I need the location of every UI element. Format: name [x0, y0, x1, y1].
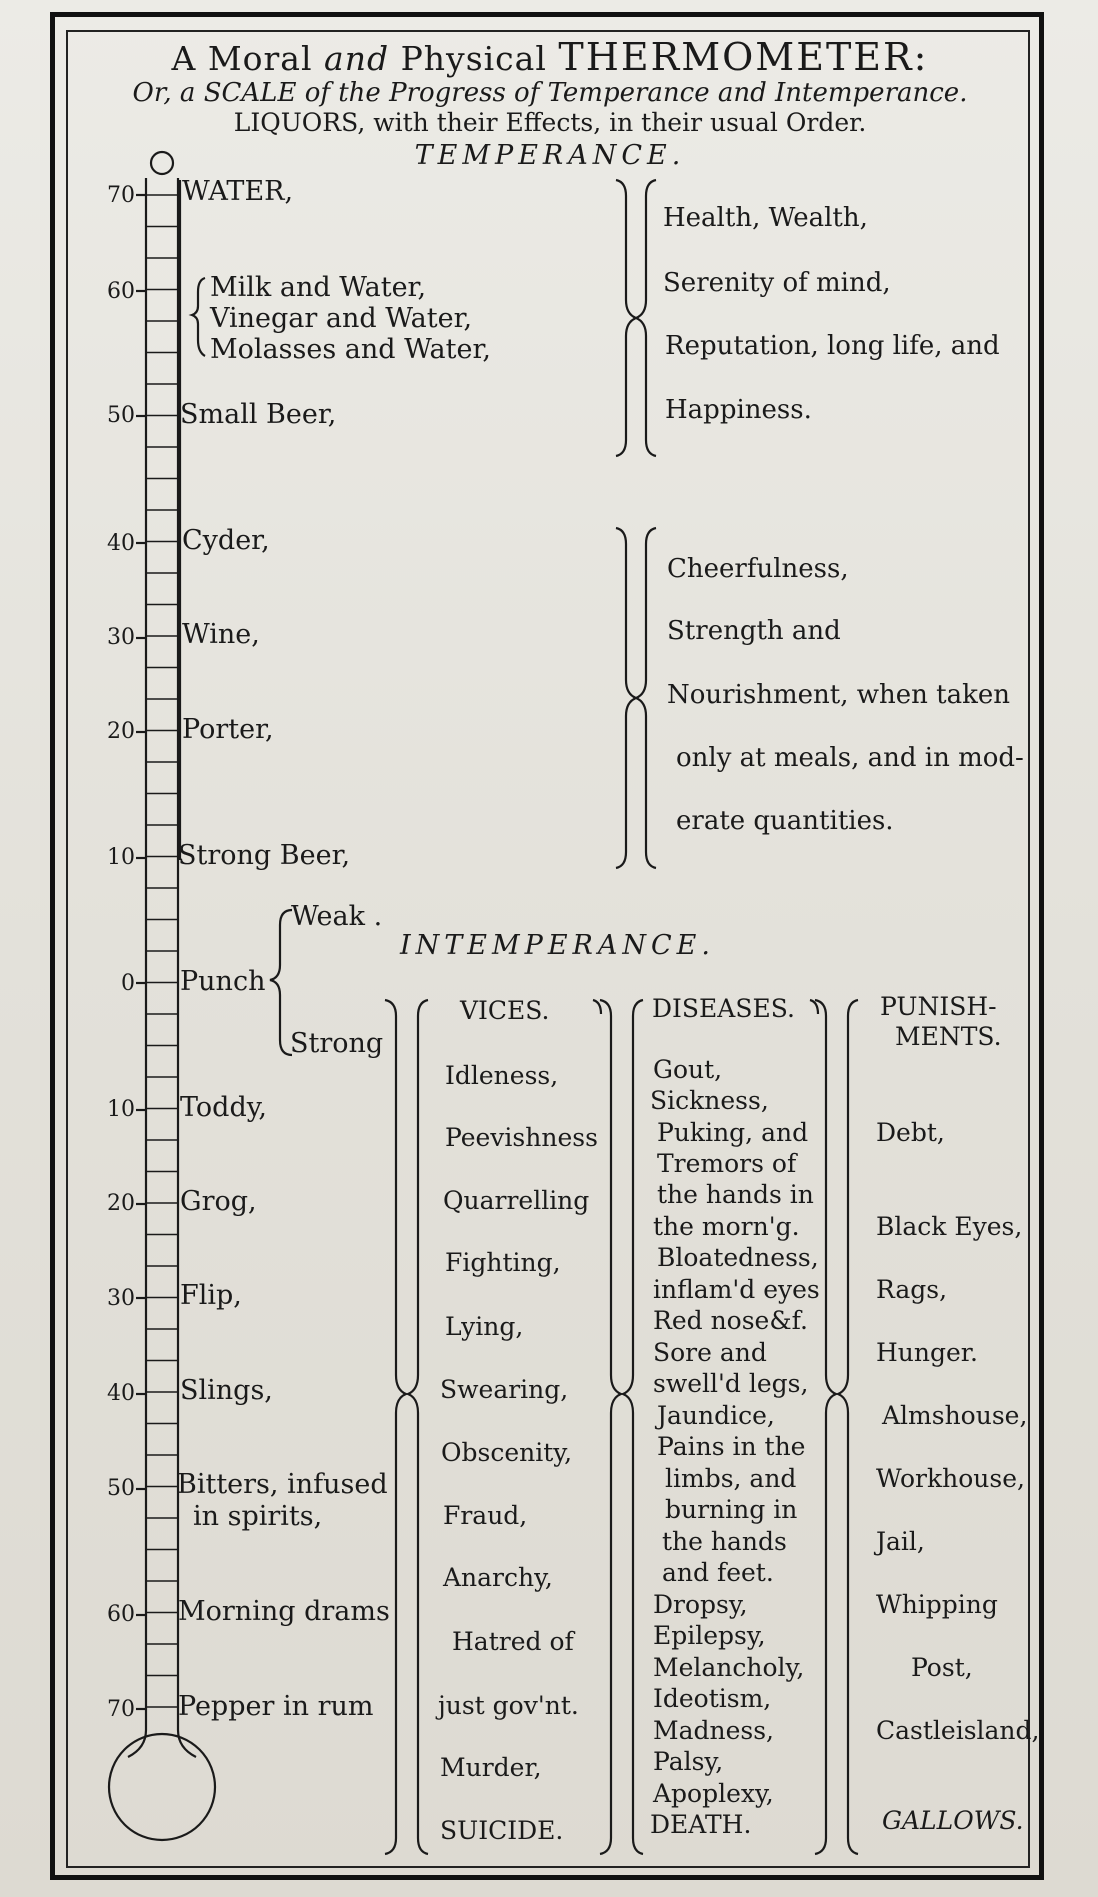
scale-label: 40	[107, 531, 135, 556]
scale-label: 0	[121, 971, 135, 996]
disease-item: limbs, and	[665, 1464, 797, 1493]
vice-item: Peevishness	[445, 1123, 598, 1152]
disease-item: Ideotism,	[653, 1684, 772, 1713]
effect-strength: Strength and	[667, 616, 841, 646]
liquor-morning-drams: Morning drams	[178, 1596, 390, 1627]
liquor-slings: Slings,	[180, 1375, 273, 1406]
vice-item: Fighting,	[445, 1248, 561, 1277]
disease-item: the hands	[662, 1527, 787, 1556]
thermometer-ticks	[146, 195, 178, 1707]
liquor-strong-beer: Strong Beer,	[178, 840, 351, 871]
disease-item: the hands in	[657, 1180, 814, 1209]
scale-label: 20	[107, 1191, 135, 1216]
diseases-brace-left	[600, 1000, 621, 1854]
disease-item: and feet.	[662, 1558, 774, 1587]
vice-item: Anarchy,	[443, 1563, 553, 1592]
disease-item: Sore and	[653, 1338, 767, 1367]
liquor-flip: Flip,	[180, 1280, 242, 1311]
disease-item: Jaundice,	[657, 1401, 775, 1430]
subtitle: Or, a SCALE of the Progress of Temperance and Intemperance.	[132, 78, 968, 108]
effect-nourishment: Nourishment, when taken	[667, 680, 1010, 710]
vice-item: Quarrelling	[443, 1186, 590, 1215]
liquor-grog: Grog,	[180, 1186, 257, 1217]
liquors-line: LIQUORS, with their Effects, in their usual Order.	[233, 108, 867, 137]
effects-brace-1-right	[636, 180, 656, 456]
scale-label: 50	[107, 1476, 135, 1501]
disease-item: Melancholy,	[653, 1653, 805, 1682]
liquor-cyder: Cyder,	[182, 525, 270, 556]
vice-item: SUICIDE.	[440, 1816, 564, 1845]
punish-header-2: MENTS.	[895, 1022, 1002, 1051]
punch-strong: Strong	[290, 1028, 384, 1059]
liquor-vinegar: Vinegar and Water,	[210, 303, 473, 334]
effect-quantities: erate quantities.	[676, 806, 894, 836]
vices-header: VICES.	[460, 996, 550, 1025]
punishment-item: Jail,	[876, 1527, 925, 1556]
liquor-wine: Wine,	[182, 619, 260, 650]
disease-item: Tremors of	[657, 1149, 797, 1178]
title-c: THERMOMETER:	[558, 35, 929, 79]
vice-item: Lying,	[445, 1312, 524, 1341]
thermometer-bulb	[109, 1734, 215, 1840]
liquor-bitters-2: in spirits,	[193, 1501, 323, 1532]
vice-item: Hatred of	[452, 1627, 574, 1656]
punch-label: Punch	[180, 966, 266, 997]
disease-item: DEATH.	[650, 1810, 752, 1839]
punch-weak: Weak .	[291, 901, 383, 932]
liquor-water: WATER,	[182, 176, 294, 207]
effect-cheerfulness: Cheerfulness,	[667, 554, 849, 584]
disease-item: Puking, and	[657, 1118, 809, 1147]
scale-label: 20	[107, 719, 135, 744]
effect-happiness: Happiness.	[665, 395, 812, 425]
punishment-item: Post,	[911, 1653, 973, 1682]
thermometer-top-bulb	[151, 152, 173, 174]
punishment-item: Almshouse,	[882, 1401, 1028, 1430]
punishment-item: Rags,	[876, 1275, 948, 1304]
punish-header-1: PUNISH-	[880, 992, 997, 1021]
scale-label: 60	[107, 1602, 135, 1627]
punish-brace-left	[815, 1000, 836, 1854]
disease-item: Palsy,	[653, 1747, 724, 1776]
diseases-header: DISEASES.	[652, 994, 795, 1023]
scale-label: 70	[107, 1697, 135, 1722]
scale-label: 40	[107, 1381, 135, 1406]
punishment-item: Hunger.	[876, 1338, 978, 1367]
scale-label: 30	[107, 1286, 135, 1311]
disease-item: the morn'g.	[653, 1212, 800, 1241]
diseases-brace-right	[623, 1000, 643, 1854]
title-a: A Moral	[171, 39, 313, 78]
liquor-toddy: Toddy,	[180, 1092, 267, 1123]
punishment-item: Black Eyes,	[876, 1212, 1023, 1241]
effect-health: Health, Wealth,	[663, 203, 868, 233]
title-and: and	[324, 39, 390, 78]
disease-item: Sickness,	[650, 1086, 769, 1115]
disease-item: Red nose&f.	[653, 1306, 808, 1335]
liquor-molasses: Molasses and Water,	[210, 334, 491, 365]
disease-item: inflam'd eyes	[653, 1275, 820, 1304]
scale-label: 70	[107, 183, 135, 208]
scale-label: 10	[107, 1097, 135, 1122]
effect-reputation: Reputation, long life, and	[665, 331, 1000, 361]
scale-label: 60	[107, 279, 135, 304]
effect-serenity: Serenity of mind,	[663, 268, 891, 298]
disease-item: swell'd legs,	[653, 1369, 809, 1398]
punish-brace-right	[838, 1000, 858, 1854]
temperance-heading: TEMPERANCE.	[414, 140, 686, 171]
disease-item: Gout,	[653, 1055, 723, 1084]
vice-item: Idleness,	[445, 1061, 559, 1090]
punch-brace	[270, 910, 292, 1055]
disease-item: Epilepsy,	[653, 1621, 766, 1650]
title-b: Physical	[400, 39, 547, 78]
liquor-small-beer: Small Beer,	[180, 399, 337, 430]
vice-item: Murder,	[440, 1753, 542, 1782]
disease-item: Pains in the	[657, 1432, 806, 1461]
degree-pointers	[136, 195, 146, 1709]
scale-label: 50	[107, 403, 135, 428]
vice-item: Swearing,	[440, 1375, 569, 1404]
scale-label: 30	[107, 625, 135, 650]
scale-label: 10	[107, 845, 135, 870]
dilution-brace	[192, 278, 205, 356]
disease-item: Madness,	[653, 1716, 775, 1745]
vices-header-close	[593, 1000, 601, 1014]
effects-brace-2-left	[616, 528, 636, 868]
liquor-milk: Milk and Water,	[210, 272, 427, 303]
vices-brace-left	[385, 1000, 406, 1854]
punishment-item: GALLOWS.	[882, 1806, 1024, 1835]
punishment-item: Whipping	[876, 1590, 998, 1619]
liquor-porter: Porter,	[182, 714, 274, 745]
effect-meals: only at meals, and in mod-	[676, 743, 1024, 773]
vice-item: just gov'nt.	[438, 1691, 579, 1720]
punishment-item: Castleisland,	[876, 1716, 1040, 1745]
vice-item: Obscenity,	[441, 1438, 573, 1467]
thermometer-tube-left	[128, 178, 146, 1757]
liquor-bitters: Bitters, infused	[177, 1469, 388, 1500]
disease-item: burning in	[665, 1495, 798, 1524]
intemperance-heading: INTEMPERANCE.	[400, 930, 715, 961]
disease-item: Dropsy,	[653, 1590, 748, 1619]
disease-item: Bloatedness,	[657, 1243, 819, 1272]
vices-brace-right	[408, 1000, 428, 1854]
disease-item: Apoplexy,	[653, 1779, 774, 1808]
punishment-item: Workhouse,	[876, 1464, 1025, 1493]
vice-item: Fraud,	[443, 1501, 528, 1530]
effects-brace-2-right	[636, 528, 656, 868]
effects-brace-1-left	[616, 180, 636, 456]
diseases-header-close	[810, 1000, 818, 1014]
punishment-item: Debt,	[876, 1118, 945, 1147]
liquor-pepper-rum: Pepper in rum	[178, 1691, 374, 1722]
